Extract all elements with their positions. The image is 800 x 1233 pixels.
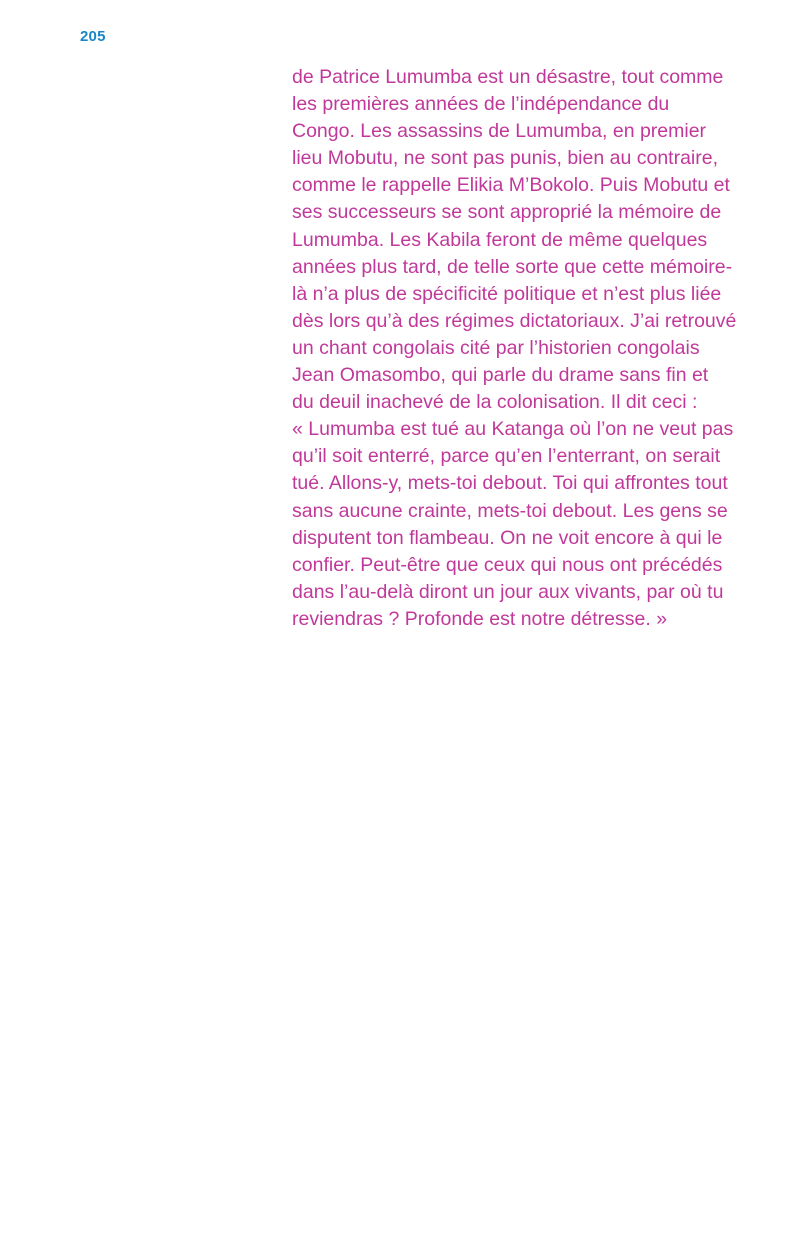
text-line: un chant congolais cité par l’historien congolais — [292, 336, 700, 359]
text-line: là n’a plus de spécificité politique et n’est plus liée — [292, 282, 722, 305]
text-line: Congo. Les assassins de Lumumba, en premier — [292, 120, 707, 143]
text-line: de Patrice Lumumba est un désastre, tout comme — [292, 66, 724, 88]
text-line: dès lors qu’à des régimes dictatoriaux. J’ai retrouvé — [292, 309, 737, 332]
text-line: confier. Peut-être que ceux qui nous ont précédés — [292, 553, 723, 576]
text-line: « Lumumba est tué au Katanga où l’on ne veut pas — [292, 418, 734, 441]
text-line: lieu Mobutu, ne sont pas punis, bien au contraire, — [292, 147, 719, 170]
text-line: dans l’au-delà diront un jour aux vivants, par où tu — [292, 580, 724, 603]
text-line: les premières années de l’indépendance du — [292, 93, 670, 116]
text-line: sans aucune crainte, mets-toi debout. Les gens se — [292, 499, 728, 522]
text-line: du deuil inachevé de la colonisation. Il dit ceci : — [292, 391, 698, 414]
text-line: Jean Omasombo, qui parle du drame sans fin et — [292, 364, 709, 387]
page-number: 205 — [80, 28, 106, 45]
text-line: qu’il soit enterré, parce qu’en l’enterrant, on serait — [292, 445, 721, 468]
body-text — [292, 64, 762, 633]
text-line: comme le rappelle Elikia M’Bokolo. Puis Mobutu et — [292, 174, 730, 197]
text-line: tué. Allons-y, mets-toi debout. Toi qui affrontes tout — [292, 472, 728, 495]
text-line: disputent ton flambeau. On ne voit encore à qui le — [292, 526, 723, 549]
text-line: années plus tard, de telle sorte que cette mémoire- — [292, 255, 733, 278]
text-line: reviendras ? Profonde est notre détresse. » — [292, 607, 668, 630]
text-line: ses successeurs se sont approprié la mémoire de — [292, 201, 722, 224]
text-line: Lumumba. Les Kabila feront de même quelques — [292, 228, 708, 251]
